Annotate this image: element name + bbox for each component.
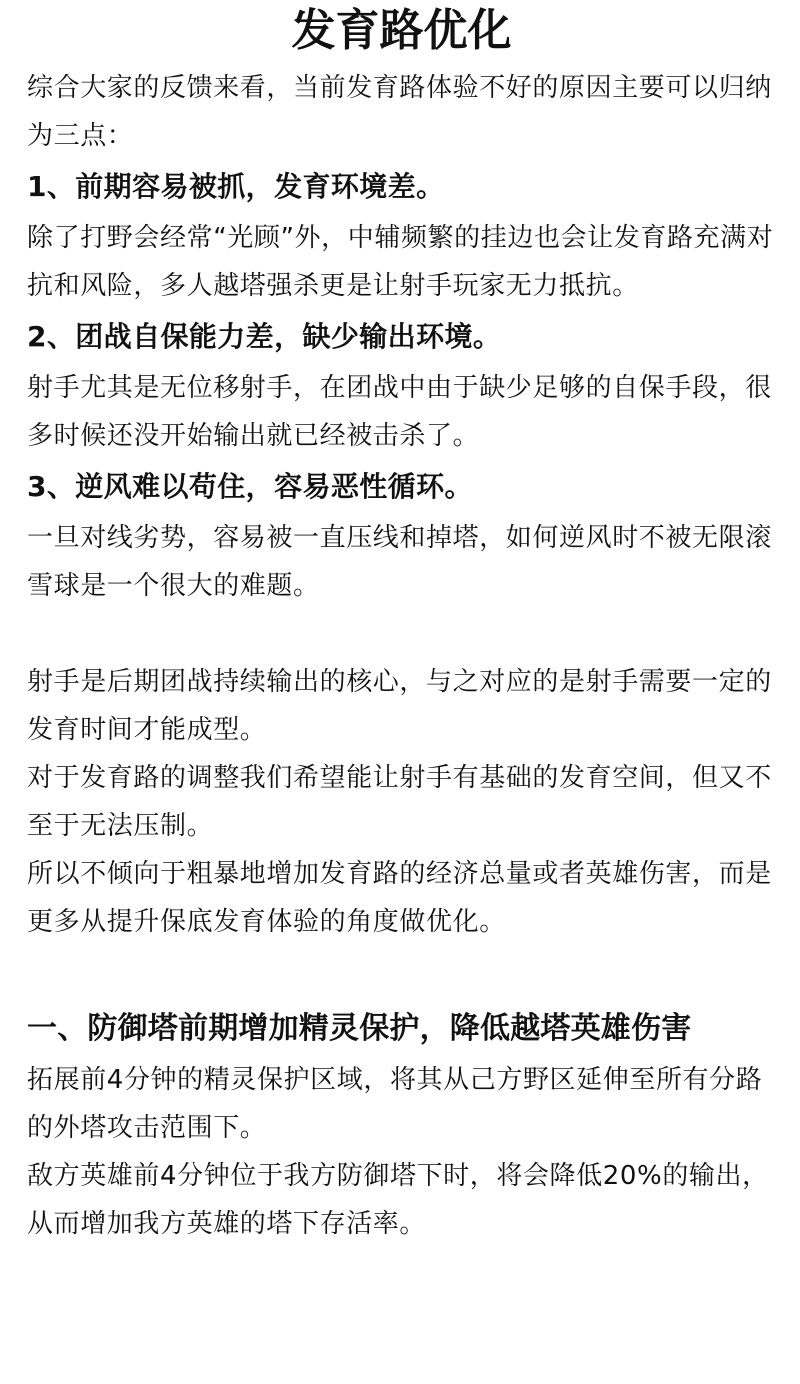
reason-3 (27, 460, 776, 610)
summary-paragraph: 所以不倾向于粗暴地增加发育路的经济总量或者英雄伤害，而是更多从提升保底发育体验的角度做优化。 (27, 859, 772, 937)
section-heading: 一、防御塔前期增加精灵保护，降低越塔英雄伤害 (27, 1011, 692, 1046)
paragraph-gap (27, 946, 776, 1002)
intro-paragraph: 综合大家的反馈来看，当前发育路体验不好的原因主要可以归纳为三点： (27, 73, 772, 151)
summary-block (27, 658, 776, 946)
page-title: 发育路优化 (291, 5, 512, 56)
section-paragraph: 敌方英雄前4分钟位于我方防御塔下时，将会降低20%的输出，从而增加我方英雄的塔下存活率。 (27, 1161, 769, 1239)
summary-paragraph: 对于发育路的调整我们希望能让射手有基础的发育空间，但又不至于无法压制。 (27, 763, 772, 841)
reason-2 (27, 310, 776, 460)
reason-1 (27, 160, 776, 310)
reason-heading: 3、逆风难以苟住，容易恶性循环。 (27, 470, 473, 503)
reason-heading: 1、前期容易被抓，发育环境差。 (27, 170, 445, 203)
reason-heading: 2、团战自保能力差，缺少输出环境。 (27, 320, 502, 353)
reason-text: 一旦对线劣势，容易被一直压线和掉塔，如何逆风时不被无限滚雪球是一个很大的难题。 (27, 523, 772, 601)
paragraph-gap (27, 610, 776, 658)
summary-paragraph: 射手是后期团战持续输出的核心，与之对应的是射手需要一定的发育时间才能成型。 (27, 667, 772, 745)
reason-text: 射手尤其是无位移射手，在团战中由于缺少足够的自保手段，很多时候还没开始输出就已经被击杀了。 (27, 373, 772, 451)
section-1 (27, 1002, 776, 1248)
section-paragraph: 拓展前4分钟的精灵保护区域，将其从己方野区延伸至所有分路的外塔攻击范围下。 (27, 1065, 763, 1143)
reason-text: 除了打野会经常“光顾”外，中辅频繁的挂边也会让发育路充满对抗和风险，多人越塔强杀更是让射手玩家无力抵抗。 (27, 223, 774, 301)
